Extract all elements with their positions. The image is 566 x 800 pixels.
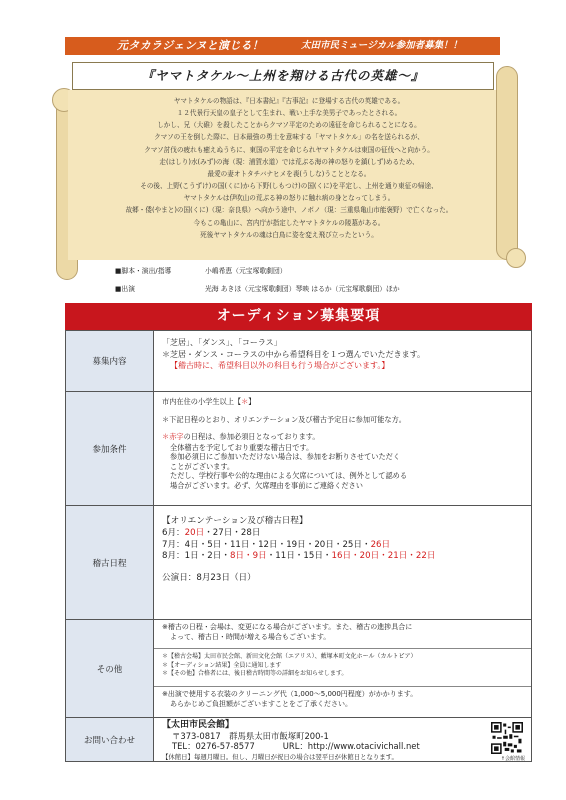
story-line: １２代景行天皇の皇子として生まれ、戦い上手な美男子であったとされる。 (176, 109, 402, 118)
story-line: しかし、兄（大碓）を殺したことからクマソ平定のための遠征を命じられることになる。 (157, 121, 421, 130)
other-notes-3 (162, 690, 527, 709)
row-contact (66, 717, 531, 761)
august-required-1: 8日・9日 (229, 551, 267, 562)
cast-value: 光海 あきほ（元宝塚歌劇団）琴映 はるか（元宝塚歌劇団）ほか (205, 285, 400, 293)
july-dates: 4日・5日・11日・12日・19日・20日・25日・ (184, 539, 371, 550)
august-required-2: 16日・20日・21日・22日 (331, 551, 436, 562)
story-line: その後、上野(こうずけ)の国(くに)から下野(しもつけ)の国(くに)を平定し、上州を通り東征の帰途、 (140, 182, 438, 191)
contact-phone-url (162, 741, 527, 752)
other-notes-2 (162, 653, 527, 679)
content-subjects: 「芝居」、「ダンス」、「コーラス」 (162, 338, 282, 347)
story-title: 『ヤマトタケル～上州を翔ける古代の英雄～』 (72, 62, 494, 90)
venue-note: ＊【稽古会場】太田市民会館、新田文化会館（エアリス）、藪塚本町文化ホール（カルトピア） (162, 653, 417, 660)
costume-note: ※出演で使用する衣装のクリーニング代（1,000～5,000円程度）がかかります。 (162, 690, 418, 698)
schedule-heading: 【オリエンテーション及び稽古日程】 (162, 516, 308, 526)
content-cell (162, 337, 527, 372)
costume-note: あらかじめご負担額がございますことをご了承ください。 (170, 699, 352, 708)
july-label: 7月： (162, 539, 185, 550)
eligibility-text: 市内在住の小学生以上【 (162, 397, 242, 406)
scroll-roll-right (496, 66, 518, 260)
row-label: 参加条件 (66, 392, 154, 505)
banner-subtitle: 太田市民ミュージカル参加者募集！！ (301, 40, 463, 51)
other-notes-1 (162, 623, 527, 642)
detail-line: 全体稽古を予定しており重要な稽古日です。 (170, 442, 314, 452)
schedule-august (162, 551, 527, 563)
june-required: 20日 (184, 527, 205, 538)
condition-eligibility (162, 397, 527, 408)
june-dates: ・27日・28日 (204, 527, 261, 538)
story-line: 死後ヤマトタケルの魂は白鳥に姿を変え飛び立ったという。 (200, 230, 378, 239)
other-divider (154, 686, 531, 687)
result-note: ＊【オーディション結果】全員に通知します (162, 661, 282, 669)
performance-date: 公演日：8月23日（日） (162, 573, 256, 584)
row-schedule (66, 505, 531, 619)
banner-title: 元タカラジェンヌと演じる！ (117, 39, 264, 52)
content-note: 【稽古時に、希望科目以外の科目も行う場合がございます。】 (170, 361, 390, 370)
eligibility-mark: ＊ (241, 397, 249, 406)
schedule-june (162, 528, 527, 540)
scroll-curl-right (506, 248, 526, 268)
condition-detail (162, 443, 527, 491)
row-label: 稽古日程 (66, 506, 154, 619)
contact-url[interactable]: URL：http://www.otacivichall.net (282, 741, 420, 751)
qr-caption: ↑会館情報 (500, 756, 525, 762)
detail-line: ただし、学校行事や公的な理由による欠席については、例外として認める (170, 471, 408, 480)
july-required: 26日 (370, 539, 391, 550)
story-line: クマソの王を倒した際に、日本最強の勇士を意味する「ヤマトタケル」の名を送られるが、 (154, 133, 424, 142)
row-content (66, 331, 531, 391)
schedule-cell (162, 516, 527, 585)
other-note-line: よって、稽古日・時間が増える場合もございます。 (170, 632, 331, 641)
top-banner (65, 37, 500, 55)
contact-org: 【太田市民会館】 (162, 720, 235, 730)
story-line: ヤマトタケルの物語は、『日本書紀』『古事記』に登場する古代の英雄である。 (173, 97, 405, 105)
condition-required (162, 432, 527, 443)
schedule-july (162, 540, 527, 552)
other-note-line: ※稽古の日程・会場は、変更になる場合がございます。また、稽古の進捗具合に (162, 623, 413, 631)
august-dates-2: ・11日・15日・ (266, 551, 332, 562)
qr-code-icon[interactable] (491, 722, 523, 754)
required-red-note: ＊赤字 (162, 432, 184, 441)
row-conditions (66, 391, 531, 505)
misc-note: ＊【その他】合格者には、後日稽古時間等の詳細をお知らせします。 (162, 670, 348, 678)
story-text (86, 95, 492, 241)
required-text: の日程は、参加必須日となっております。 (183, 432, 320, 441)
august-label: 8月： (162, 551, 185, 562)
content-choice: ＊芝居・ダンス・コーラスの中から希望科目を１つ選んでいただきます。 (162, 349, 425, 359)
audition-table-header: オーディション募集要項 (65, 303, 532, 330)
conditions-cell (162, 397, 527, 490)
row-other (66, 619, 531, 717)
story-line: クマソ討伐の疲れも癒えぬうちに、東国の平定を命じられヤマトタケルは東国の征伐へと向かう。 (144, 145, 434, 154)
story-line: 故郷・倭(やまと)の国(くに)（現：奈良県）へ向かう途中、ノボノ（現：三重県亀山市能褒野）で亡くなった。 (125, 206, 453, 215)
story-line: 最愛の妻オトタチバナヒメを喪(うしな)うこととなる。 (207, 169, 371, 178)
row-label: 募集内容 (66, 331, 154, 391)
audition-table (65, 330, 532, 762)
row-label: その他 (66, 620, 154, 717)
contact-closed-days: 【休館日】毎週月曜日。但し、月曜日が祝日の場合は翌平日が休館日となります。 (162, 752, 398, 761)
eligibility-close: 】 (248, 397, 256, 406)
contact-cell (162, 720, 527, 762)
story-line: 走(はしり)水(みず)の海（現：浦賀水道）では荒ぶる海の神の怒りを鎮(しず)めるため、 (159, 157, 419, 166)
detail-line: 参加必須日にご参加いただけない場合は、参加をお断りさせていただく (170, 452, 401, 461)
august-dates-1: 1日・2日・ (184, 551, 230, 562)
cast-label: ■出演 (115, 285, 136, 293)
story-line: ヤマトタケルは伊吹山の荒ぶる神の怒りに触れ病の身となってしまう。 (183, 194, 395, 203)
detail-line: 場合がございます。必ず、欠席理由を事前にご連絡ください (170, 480, 363, 490)
contact-address: 〒373-0817 群馬県太田市飯塚町200-1 (172, 730, 329, 741)
condition-attendance: ＊下記日程のとおり、オリエンテーション及び稽古予定日に参加可能な方。 (162, 414, 406, 424)
june-label: 6月： (162, 527, 185, 538)
story-line: 今もこの亀山に、宮内庁が指定したヤマトタケルの陵墓がある。 (193, 218, 385, 227)
other-divider (154, 648, 531, 649)
contact-tel: TEL：0276-57-8577 (172, 741, 255, 751)
row-label: お問い合わせ (66, 718, 154, 761)
detail-line: ことがございます。 (170, 461, 235, 471)
script-value: 小嶋希恵（元宝塚歌劇団） (205, 267, 287, 275)
script-label: ■脚本・演出/指導 (115, 267, 172, 275)
